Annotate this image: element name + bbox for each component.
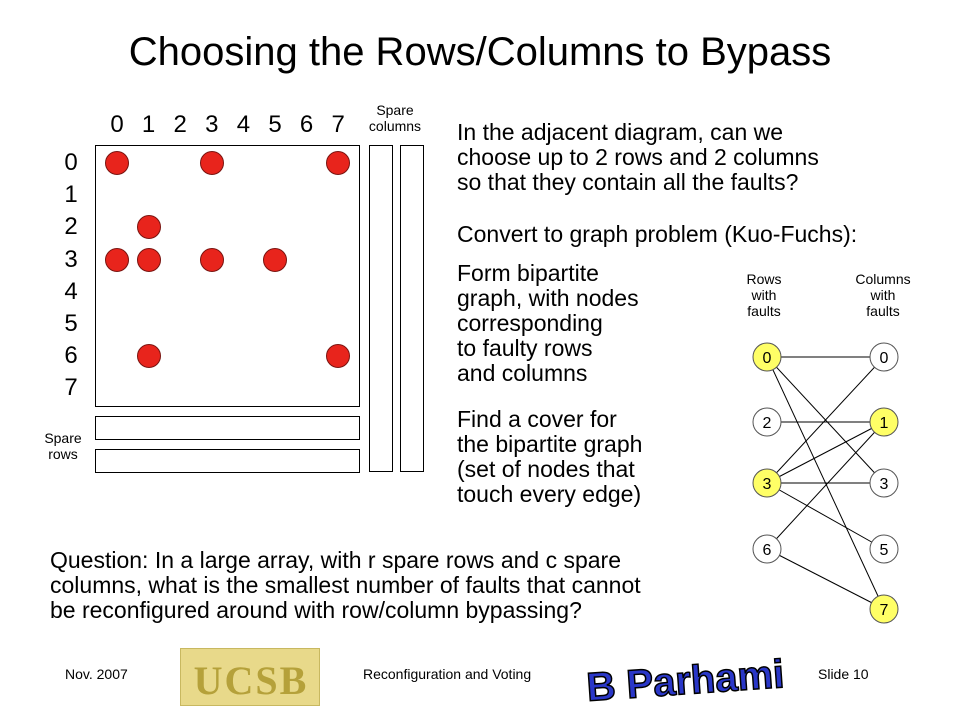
rows-with-faults-header: Rows with faults: [746, 271, 782, 319]
graph-edge-6-7: [767, 549, 884, 609]
footer-date: Nov. 2007: [65, 666, 128, 682]
row-label-5: 5: [64, 310, 78, 337]
graph-edge-6-1: [767, 422, 884, 549]
fault-dot: [137, 344, 161, 368]
spare-row-1: [95, 416, 360, 440]
column-label-1: 1: [141, 111, 156, 138]
spare-row-2: [95, 449, 360, 473]
row-label-1: 1: [64, 181, 78, 209]
column-node-label-5: 5: [879, 542, 889, 559]
column-label-0: 0: [110, 111, 124, 138]
convert-heading: Convert to graph problem (Kuo-Fuchs):: [457, 221, 858, 247]
row-label-4: 4: [64, 277, 78, 305]
graph-edge-3-5: [767, 483, 884, 549]
fault-dot: [105, 151, 129, 175]
column-label-7: 7: [331, 111, 345, 138]
fault-dot: [326, 151, 350, 175]
row-label-0: 0: [64, 149, 78, 176]
column-label-4: 4: [236, 111, 251, 138]
row-node-label-6: 6: [762, 542, 772, 559]
bottom-question: Question: In a large array, with r spare rows and c spare columns, what is the smallest number of faults that cannot be reconfigured around with row/column bypassing?: [50, 547, 641, 623]
author-logo-text: B Parhami: [585, 652, 786, 710]
spare-columns-label: Spare columns: [368, 102, 422, 134]
spare-rows-label: Spare rows: [44, 430, 82, 462]
fault-dot: [200, 151, 224, 175]
row-node-label-3: 3: [762, 476, 772, 493]
spare-column-1: [369, 145, 393, 472]
fault-dot: [137, 248, 161, 272]
fault-dot: [105, 248, 129, 272]
fault-dot: [137, 215, 161, 239]
column-node-label-0: 0: [879, 350, 889, 367]
question-paragraph: In the adjacent diagram, can we choose up to 2 rows and 2 columns so that they contain all the faults?: [457, 119, 819, 195]
graph-edge-3-1: [767, 422, 884, 483]
ucsb-logo: UCSB: [180, 648, 320, 706]
author-logo: [585, 646, 786, 710]
row-node-label-2: 2: [762, 415, 772, 432]
fault-dot: [200, 248, 224, 272]
column-node-label-1: 1: [879, 415, 889, 432]
row-node-label-0: 0: [762, 350, 772, 367]
row-label-3: 3: [64, 245, 78, 273]
footer-slide-number: Slide 10: [818, 666, 869, 682]
row-label-6: 6: [64, 342, 78, 370]
find-cover-paragraph: Find a cover for the bipartite graph (set of nodes that touch every edge): [457, 406, 643, 507]
row-label-7: 7: [64, 374, 78, 402]
fault-dot: [263, 248, 287, 272]
form-graph-paragraph: Form bipartite graph, with nodes corresponding to faulty rows and columns: [457, 260, 639, 386]
bipartite-graph: [730, 330, 930, 630]
column-label-5: 5: [268, 111, 282, 138]
fault-array: [95, 145, 360, 407]
slide-title: Choosing the Rows/Columns to Bypass: [128, 30, 832, 74]
footer-presentation-title: Reconfiguration and Voting: [363, 666, 532, 682]
column-node-label-3: 3: [879, 476, 889, 493]
columns-with-faults-header: Columns with faults: [855, 271, 911, 319]
spare-column-2: [400, 145, 424, 472]
column-label-3: 3: [205, 111, 219, 138]
column-label-6: 6: [299, 111, 314, 138]
column-node-label-7: 7: [879, 602, 889, 619]
column-label-2: 2: [173, 111, 187, 138]
row-label-2: 2: [64, 213, 78, 241]
